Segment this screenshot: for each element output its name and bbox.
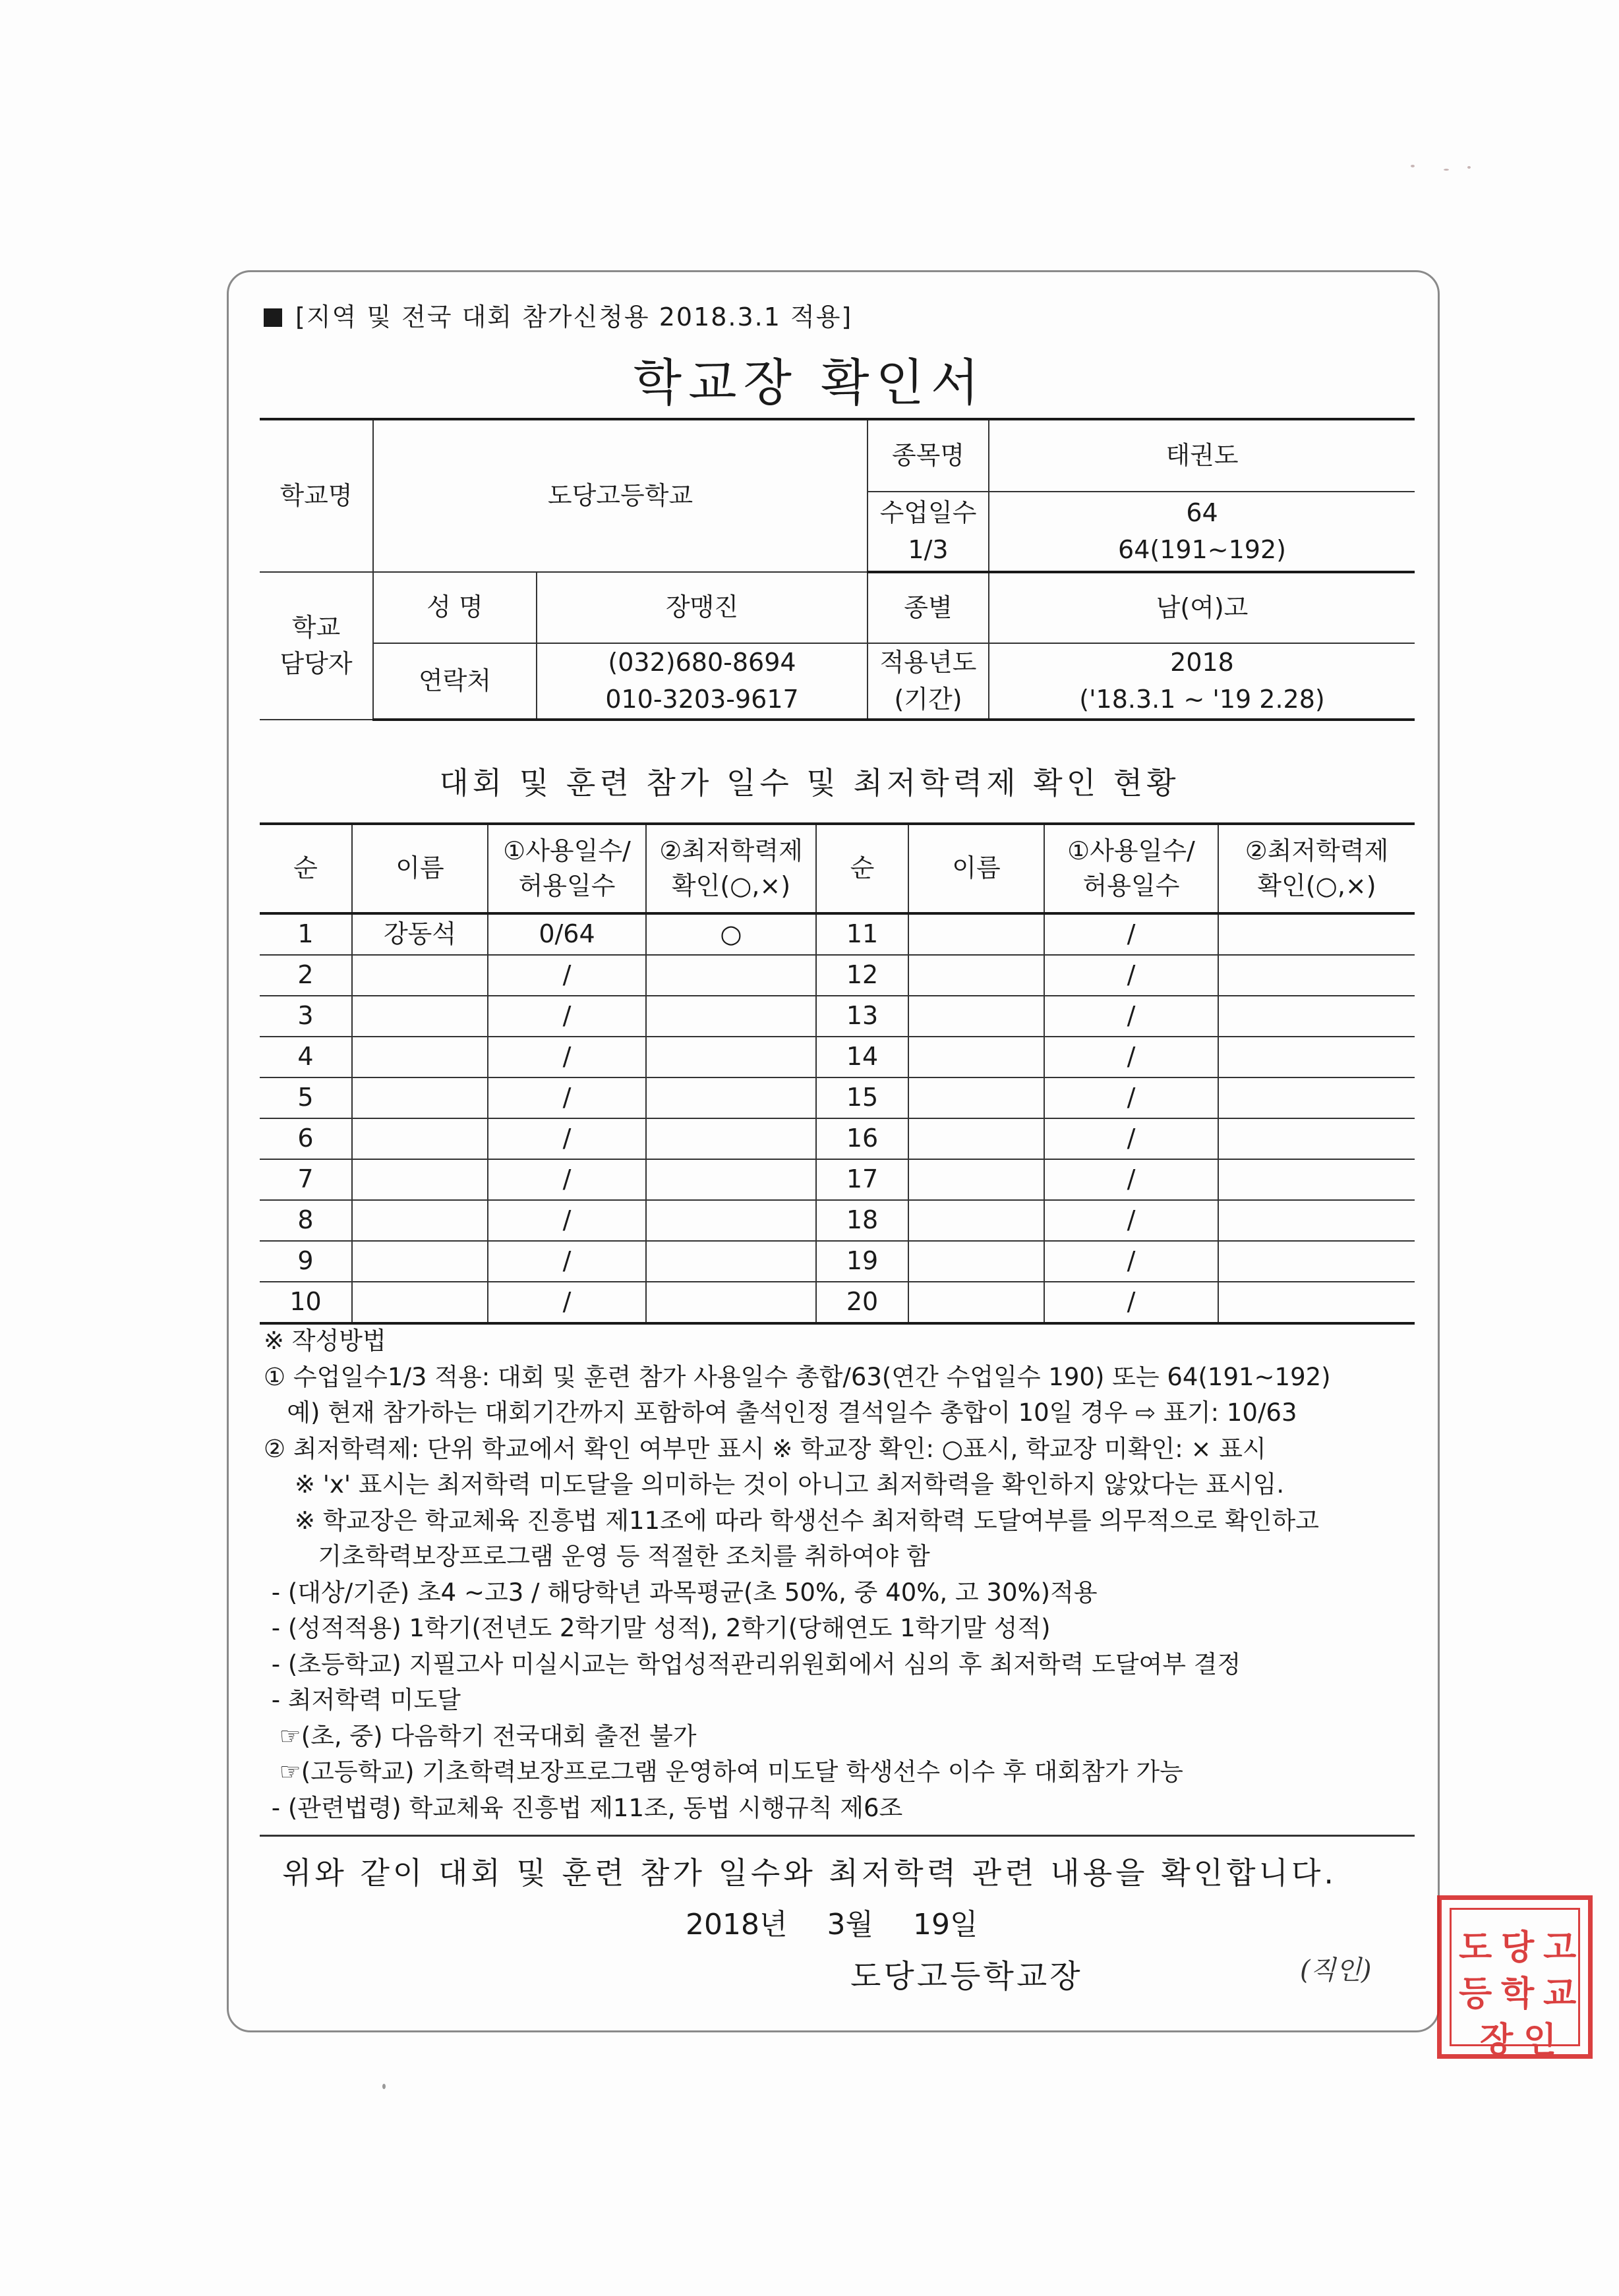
student-name bbox=[908, 1241, 1044, 1282]
note-line: - (초등학교) 지필고사 미실시교는 학업성적관리위원회에서 심의 후 최저학력 도달여부 결정 bbox=[264, 1650, 1241, 1679]
scan-mark bbox=[382, 2084, 386, 2089]
col-no: 순 bbox=[260, 824, 352, 913]
signature: (직인) bbox=[1300, 1955, 1372, 1986]
min-academic-check bbox=[1218, 1159, 1415, 1200]
row-number: 18 bbox=[816, 1200, 908, 1241]
note-line: - 최저학력 미도달 bbox=[264, 1686, 461, 1714]
square-bullet-icon bbox=[264, 308, 282, 327]
note-line: ① 수업일수1/3 적용: 대회 및 훈련 참가 사용일수 총합/63(연간 수업일수 190) 또는 64(191~192) bbox=[264, 1362, 1331, 1391]
student-name bbox=[352, 1118, 488, 1159]
min-academic-check bbox=[1218, 1200, 1415, 1241]
row-number: 8 bbox=[260, 1200, 352, 1241]
student-name bbox=[908, 1200, 1044, 1241]
days-used: / bbox=[488, 955, 646, 996]
days-used: / bbox=[1044, 1077, 1218, 1118]
document-title: 학교장 확인서 bbox=[633, 353, 986, 412]
scan-mark bbox=[1444, 169, 1449, 171]
confirm-text: 위와 같이 대회 및 훈련 참가 일수와 최저학력 관련 내용을 확인합니다. bbox=[281, 1855, 1338, 1891]
row-number: 19 bbox=[816, 1241, 908, 1282]
row-number: 9 bbox=[260, 1241, 352, 1282]
row-number: 11 bbox=[816, 913, 908, 955]
days-used: / bbox=[488, 1241, 646, 1282]
student-name bbox=[908, 1037, 1044, 1077]
student-name bbox=[908, 1118, 1044, 1159]
table-row bbox=[260, 1077, 1415, 1118]
row-number: 13 bbox=[816, 996, 908, 1037]
name-label: 성 명 bbox=[373, 572, 537, 643]
days-used: / bbox=[488, 1200, 646, 1241]
col-check: ②최저학력제 확인(○,×) bbox=[646, 824, 816, 913]
info-table bbox=[260, 418, 1415, 721]
scan-mark bbox=[1411, 165, 1415, 167]
days-used: / bbox=[1044, 913, 1218, 955]
student-name bbox=[908, 1282, 1044, 1323]
row-number: 7 bbox=[260, 1159, 352, 1200]
student-name bbox=[908, 955, 1044, 996]
row-number: 12 bbox=[816, 955, 908, 996]
divider bbox=[260, 1835, 1415, 1837]
table-row bbox=[260, 913, 1415, 955]
days-used: 0/64 bbox=[488, 913, 646, 955]
student-name bbox=[908, 1077, 1044, 1118]
days-used: / bbox=[1044, 955, 1218, 996]
days-used: / bbox=[488, 1037, 646, 1077]
min-academic-check bbox=[646, 1118, 816, 1159]
days-used: / bbox=[1044, 1282, 1218, 1323]
principal-title: 도당고등학교장 bbox=[850, 1958, 1083, 1995]
row-number: 2 bbox=[260, 955, 352, 996]
note-line: ② 최저학력제: 단위 학교에서 확인 여부만 표시 ※ 학교장 확인: ○표시, 학교장 미확인: × 표시 bbox=[264, 1434, 1266, 1463]
manager-label: 학교 담당자 bbox=[260, 572, 373, 720]
row-number: 5 bbox=[260, 1077, 352, 1118]
student-name bbox=[352, 1282, 488, 1323]
min-academic-check bbox=[1218, 1118, 1415, 1159]
min-academic-check bbox=[1218, 1077, 1415, 1118]
table-row bbox=[260, 1241, 1415, 1282]
gender-label: 종별 bbox=[868, 572, 989, 643]
table-row bbox=[260, 1118, 1415, 1159]
note-line: 기초학력보장프로그램 운영 등 적절한 조치를 취하여야 함 bbox=[264, 1542, 930, 1570]
days-used: / bbox=[1044, 1241, 1218, 1282]
year-value: 2018 ('18.3.1 ~ '19 2.28) bbox=[989, 643, 1415, 720]
student-name bbox=[908, 913, 1044, 955]
school-label: 학교명 bbox=[260, 419, 373, 572]
note-line: ☞(고등학교) 기초학력보장프로그램 운영하여 미도달 학생선수 이수 후 대회참가 가능 bbox=[264, 1758, 1183, 1786]
min-academic-check: ○ bbox=[646, 913, 816, 955]
year-label: 적용년도 (기간) bbox=[868, 643, 989, 720]
class-days-label: 수업일수 1/3 bbox=[868, 492, 989, 572]
note-line: ※ 작성방법 bbox=[264, 1327, 386, 1355]
instructions bbox=[264, 1323, 1331, 1826]
min-academic-check bbox=[1218, 955, 1415, 996]
note-line: - (대상/기준) 초4 ~고3 / 해당학년 과목평균(초 50%, 중 40%, 고 30%)적용 bbox=[264, 1578, 1098, 1607]
note-line: ※ 'x' 표시는 최저학력 미도달을 의미하는 것이 아니고 최저학력을 확인하지 않았다는 표시임. bbox=[264, 1470, 1285, 1499]
col-no: 순 bbox=[816, 824, 908, 913]
manager-name: 장맹진 bbox=[537, 572, 868, 643]
days-used: / bbox=[1044, 996, 1218, 1037]
student-name bbox=[352, 1037, 488, 1077]
col-days: ①사용일수/ 허용일수 bbox=[488, 824, 646, 913]
scan-mark bbox=[1467, 166, 1471, 169]
days-used: / bbox=[488, 1282, 646, 1323]
row-number: 4 bbox=[260, 1037, 352, 1077]
min-academic-check bbox=[646, 955, 816, 996]
note-line: - (성적적용) 1학기(전년도 2학기말 성적), 2학기(당해연도 1학기말 성적) bbox=[264, 1614, 1051, 1642]
days-used: / bbox=[1044, 1159, 1218, 1200]
school-name: 도당고등학교 bbox=[373, 419, 868, 572]
row-number: 1 bbox=[260, 913, 352, 955]
usage-header-row bbox=[260, 824, 1415, 913]
row-number: 6 bbox=[260, 1118, 352, 1159]
row-number: 10 bbox=[260, 1282, 352, 1323]
days-used: / bbox=[488, 996, 646, 1037]
apply-note: [지역 및 전국 대회 참가신청용 2018.3.1 적용] bbox=[264, 297, 852, 333]
col-days: ①사용일수/ 허용일수 bbox=[1044, 824, 1218, 913]
days-used: / bbox=[1044, 1037, 1218, 1077]
student-name bbox=[352, 996, 488, 1037]
issue-date: 2018년 3월 19일 bbox=[686, 1908, 978, 1941]
min-academic-check bbox=[1218, 1037, 1415, 1077]
row-number: 3 bbox=[260, 996, 352, 1037]
student-name bbox=[352, 1241, 488, 1282]
section-title: 대회 및 훈련 참가 일수 및 최저학력제 확인 현황 bbox=[439, 765, 1180, 801]
student-name bbox=[908, 996, 1044, 1037]
col-check: ②최저학력제 확인(○,×) bbox=[1218, 824, 1415, 913]
gender-value: 남(여)고 bbox=[989, 572, 1415, 643]
min-academic-check bbox=[646, 996, 816, 1037]
min-academic-check bbox=[646, 1282, 816, 1323]
official-seal: 도 당 고 등 학 교 장 인 bbox=[1437, 1895, 1593, 2059]
note-line: - (관련법령) 학교체육 진흥법 제11조, 동법 시행규칙 제6조 bbox=[264, 1793, 903, 1822]
min-academic-check bbox=[646, 1037, 816, 1077]
table-row bbox=[260, 996, 1415, 1037]
student-name: 강동석 bbox=[352, 913, 488, 955]
col-name: 이름 bbox=[352, 824, 488, 913]
row-number: 20 bbox=[816, 1282, 908, 1323]
min-academic-check bbox=[1218, 996, 1415, 1037]
note-line: 예) 현재 참가하는 대회기간까지 포함하여 출석인정 결석일수 총합이 10일 경우 ⇨ 표기: 10/63 bbox=[264, 1398, 1297, 1427]
note-line: ※ 학교장은 학교체육 진흥법 제11조에 따라 학생선수 최저학력 도달여부를 의무적으로 확인하고 bbox=[264, 1506, 1319, 1535]
contact-label: 연락처 bbox=[373, 643, 537, 720]
table-row bbox=[260, 1159, 1415, 1200]
row-number: 14 bbox=[816, 1037, 908, 1077]
sport-label: 종목명 bbox=[868, 419, 989, 492]
days-used: / bbox=[488, 1159, 646, 1200]
min-academic-check bbox=[646, 1159, 816, 1200]
table-row bbox=[260, 1200, 1415, 1241]
row-number: 15 bbox=[816, 1077, 908, 1118]
min-academic-check bbox=[1218, 1282, 1415, 1323]
sport-value: 태권도 bbox=[989, 419, 1415, 492]
student-name bbox=[352, 1200, 488, 1241]
days-used: / bbox=[1044, 1200, 1218, 1241]
days-used: / bbox=[488, 1077, 646, 1118]
days-used: / bbox=[488, 1118, 646, 1159]
row-number: 17 bbox=[816, 1159, 908, 1200]
class-days-value: 64 64(191~192) bbox=[989, 492, 1415, 572]
table-row bbox=[260, 1037, 1415, 1077]
row-number: 16 bbox=[816, 1118, 908, 1159]
student-name bbox=[908, 1159, 1044, 1200]
min-academic-check bbox=[646, 1077, 816, 1118]
min-academic-check bbox=[646, 1200, 816, 1241]
min-academic-check bbox=[1218, 1241, 1415, 1282]
usage-table bbox=[260, 822, 1415, 1325]
student-name bbox=[352, 955, 488, 996]
col-name: 이름 bbox=[908, 824, 1044, 913]
min-academic-check bbox=[1218, 913, 1415, 955]
student-name bbox=[352, 1077, 488, 1118]
days-used: / bbox=[1044, 1118, 1218, 1159]
note-line: ☞(초, 중) 다음학기 전국대회 출전 불가 bbox=[264, 1721, 697, 1750]
contact-value: (032)680-8694 010-3203-9617 bbox=[537, 643, 868, 720]
min-academic-check bbox=[646, 1241, 816, 1282]
table-row bbox=[260, 1282, 1415, 1323]
table-row bbox=[260, 955, 1415, 996]
student-name bbox=[352, 1159, 488, 1200]
